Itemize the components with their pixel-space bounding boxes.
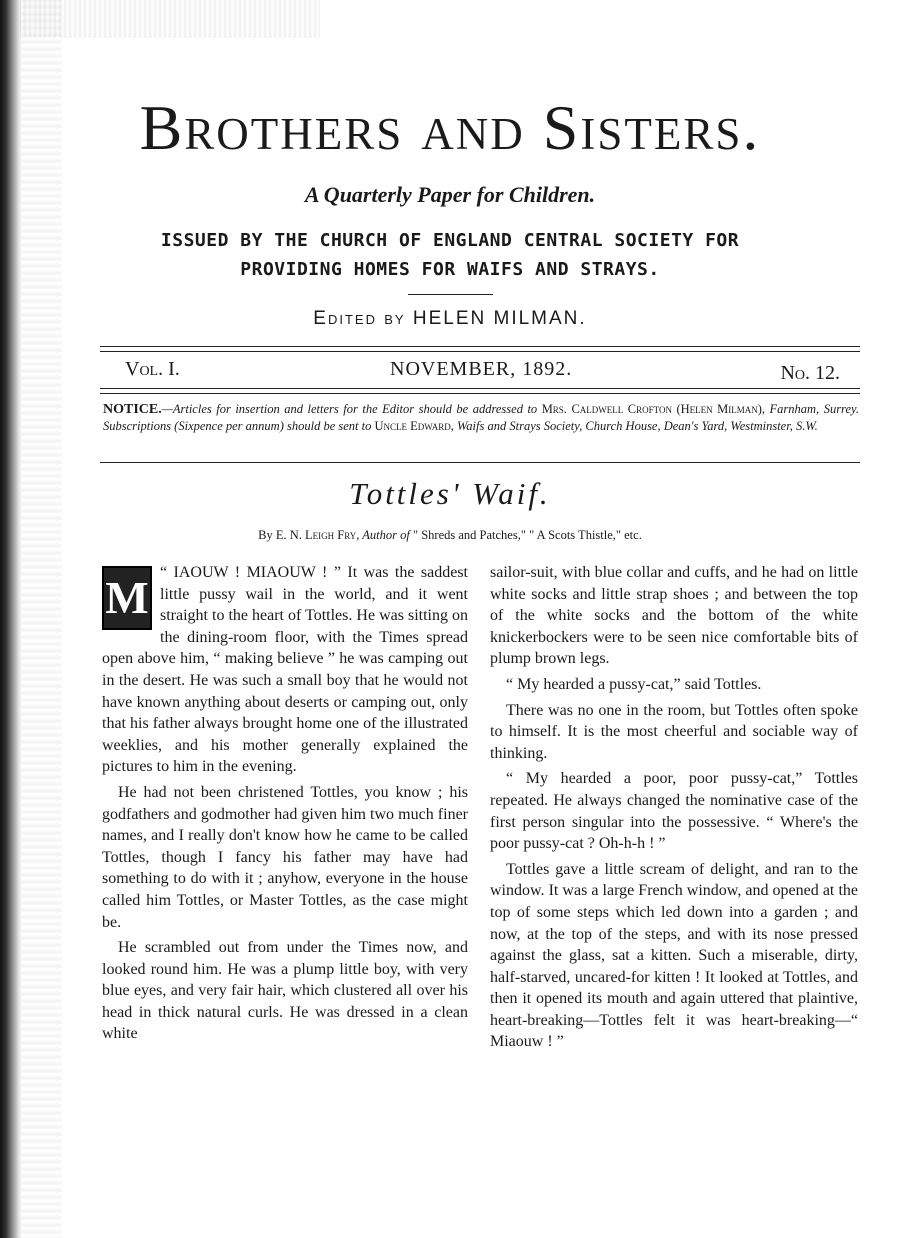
story-paragraph: Tottles gave a little scream of delight, and ran to the window. It was a large French window, and opened at the top of some steps which led down into a garden ; and now, at the top of the steps, and with its nose pressed against the glass, sat a kitten. Such a miserable, dirty, half-starved, uncared-for kitten ! It looked at Tottles, and then it opened its mouth and again uttered that plaintive, heart-breaking—Tottles felt it was heart-breaking—“ Miaouw ! ”: [490, 860, 858, 1051]
story-paragraph: He had not been christened Tottles, you know ; his godfathers and godmother had given him two much finer names, and I really don't know how he came to be called Tottles, though I fancy his father may have had something to do with it ; anyhow, everyone in the house called him Tottles, or Master Tottles, as the case might be.: [102, 783, 468, 931]
volume-label: Vol. I.: [125, 358, 180, 380]
story-paragraph: There was no one in the room, but Tottles often spoke to himself. It is the most cheerful and sociable way of thinking.: [490, 701, 858, 762]
notice-block: [103, 401, 859, 435]
editor-name: HELEN MILMAN.: [412, 308, 587, 329]
story-paragraph: “ IAOUW ! MIAOUW ! ” It was the saddest little pussy wail in the world, and it went straight to the heart of Tottles. He was sitting on the dining-room floor, with the Times spread open above him, “ making believe ” he was camping out in the desert. He was such a small boy that he would not have known anything about deserts or camping out, only that his father always brought home one of the illustrated weeklies, and his mother generally explained the pictures to him in the evening.: [102, 564, 468, 776]
drop-cap-letter: M: [102, 566, 152, 630]
byline-author-of: Author of: [359, 528, 413, 542]
masthead-subtitle: A Quarterly Paper for Children.: [304, 182, 596, 207]
byline-author: E. N. Leigh Fry,: [275, 528, 360, 542]
byline-prefix: By: [258, 528, 276, 542]
issue-bottom-rule: [100, 388, 860, 389]
editor-prefix: Edited by: [313, 308, 406, 329]
story-paragraph: He scrambled out from under the Times now, and looked round him. He was a plump little boy, with very blue eyes, and very fair hair, which clustered all over his head in thick natural curls. He was dressed in a clean white: [102, 939, 468, 1043]
story-paragraph: “ My hearded a poor, poor pussy-cat,” Tottles repeated. He always changed the nominative case of the first person singular into the possessive. “ Where's the poor pussy-cat ? Oh-h-h ! ”: [490, 770, 858, 853]
issue-top-rule: [100, 346, 860, 347]
story-title: Tottles' Waif.: [349, 476, 551, 511]
issued-line-1: ISSUED BY THE CHURCH OF ENGLAND CENTRAL SOCIETY FOR: [160, 230, 740, 251]
notice-text-1: —Articles for insertion and letters for the Editor should be addressed to: [161, 402, 542, 416]
editor-line: [0, 308, 900, 330]
notice-lead: NOTICE.: [103, 402, 162, 417]
notice-editor-name: Mrs. Caldwell Crofton (Helen Milman),: [541, 402, 766, 416]
issue-bottom-rule-2: [100, 393, 860, 394]
notice-text-2: Farnham, Surrey. Subscriptions (Sixpence per annum) should be sent to: [103, 402, 859, 433]
notice-bottom-rule: [100, 462, 860, 463]
issue-number: No. 12.: [780, 362, 840, 384]
issue-date: NOVEMBER, 1892.: [390, 358, 573, 380]
story-column-left: [102, 562, 468, 1045]
story-paragraph: “ My hearded a pussy-cat,” said Tottles.: [506, 675, 762, 693]
issue-top-rule-2: [100, 351, 860, 352]
issued-line-2: PROVIDING HOMES FOR WAIFS AND STRAYS.: [240, 259, 660, 280]
notice-subscription-name: Uncle Edward,: [374, 419, 454, 433]
story-byline: [0, 528, 900, 543]
notice-text-3: Waifs and Strays Society, Church House, Dean's Yard, Westminster, S.W.: [453, 419, 818, 433]
issued-by: [110, 226, 790, 284]
masthead-title: Brothers and Sisters.: [139, 92, 761, 163]
story-column-right: [490, 562, 858, 1053]
scan-top-noise: [20, 0, 320, 38]
story-paragraph: sailor-suit, with blue collar and cuffs, and he had on little white socks and little strap shoes ; and between the top of the white socks and the bottom of the white knickerbockers were to be seen nice comfortable bits of plump brown legs.: [490, 564, 858, 668]
byline-works: " Shreds and Patches," " A Scots Thistle," etc.: [412, 528, 642, 542]
editor-top-rule: [408, 294, 493, 295]
